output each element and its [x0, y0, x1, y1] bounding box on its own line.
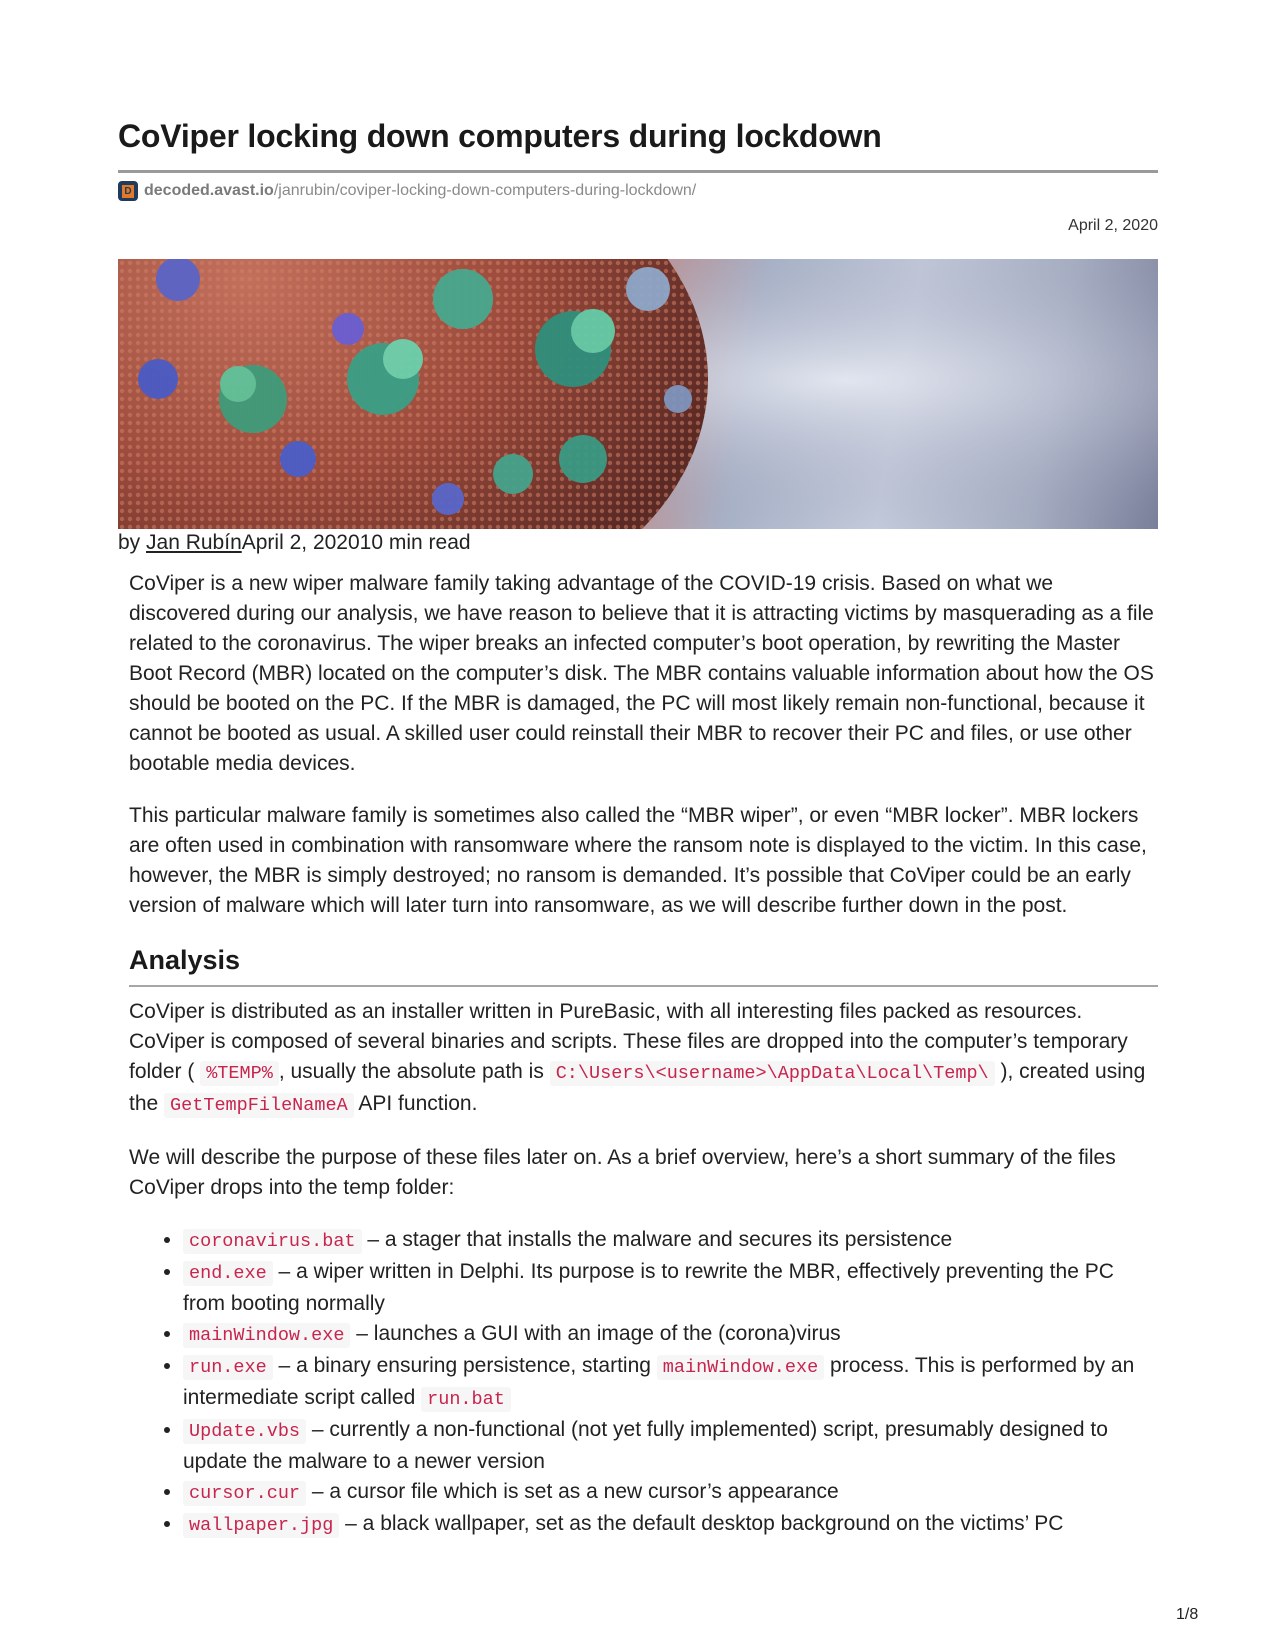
- file-name-code: coronavirus.bat: [183, 1229, 362, 1254]
- file-name-code: end.exe: [183, 1261, 273, 1286]
- file-desc: – a black wallpaper, set as the default desktop background on the victims’ PC: [339, 1512, 1064, 1535]
- file-name-code: run.exe: [183, 1355, 273, 1380]
- article-body: [129, 569, 1158, 1541]
- source-domain: decoded.avast.io: [144, 182, 274, 199]
- analysis-paragraph-1: [129, 997, 1158, 1121]
- analysis-text-3: ), created using the: [129, 1060, 1146, 1115]
- file-desc: – a cursor file which is set as a new cursor’s appearance: [306, 1480, 839, 1503]
- temp-path-code: C:\Users\<username>\AppData\Local\Temp\: [550, 1061, 995, 1086]
- list-item: [183, 1477, 1158, 1509]
- virus-illustration: [118, 259, 1158, 529]
- list-item: [183, 1415, 1158, 1477]
- file-desc: – a wiper written in Delphi. Its purpose is to rewrite the MBR, effectively preventing the PC from booting normally: [183, 1260, 1114, 1315]
- file-desc: process. This is performed by an intermediate script called: [183, 1354, 1135, 1409]
- file-desc: – currently a non-functional (not yet fully implemented) script, presumably designed to update the malware to a newer version: [183, 1418, 1108, 1473]
- list-item: [183, 1319, 1158, 1351]
- api-function-code: GetTempFileNameA: [164, 1093, 354, 1118]
- file-desc: – a binary ensuring persistence, starting: [272, 1354, 657, 1377]
- file-name-code: mainWindow.exe: [657, 1355, 824, 1380]
- analysis-heading: Analysis: [129, 943, 1158, 987]
- intro-paragraph-2: This particular malware family is sometimes also called the “MBR wiper”, or even “MBR locker”. MBR lockers are often used in combination with ransomware where the ransom note is displayed to the victim. In this case, however, the MBR is simply destroyed; no ransom is demanded. It’s possible that CoViper could be an early version of malware which will later turn into ransomware, as we will describe further down in the post.: [129, 804, 1147, 917]
- publish-date: April 2, 2020: [1068, 217, 1158, 234]
- dropped-files-list: [129, 1225, 1158, 1541]
- file-desc: – a stager that installs the malware and secures its persistence: [361, 1228, 953, 1251]
- analysis-text-2: , usually the absolute path is: [278, 1060, 544, 1083]
- page-number: 1/8: [1176, 1606, 1199, 1623]
- source-url[interactable]: [118, 181, 696, 201]
- hero-image-virus: [118, 259, 1158, 529]
- read-time: 10 min read: [359, 531, 471, 554]
- file-name-code: run.bat: [421, 1387, 511, 1412]
- file-name-code: wallpaper.jpg: [183, 1513, 339, 1538]
- list-item: [183, 1509, 1158, 1541]
- byline-date: April 2, 2020: [241, 531, 360, 554]
- source-path: /janrubin/coviper-locking-down-computers-during-lockdown/: [273, 182, 697, 199]
- byline-prefix: by: [118, 531, 147, 554]
- page-title: CoViper locking down computers during lockdown: [118, 118, 882, 154]
- file-name-code: mainWindow.exe: [183, 1323, 350, 1348]
- intro-paragraph-1: CoViper is a new wiper malware family taking advantage of the COVID-19 crisis. Based on what we discovered during our analysis, we have reason to believe that it is attracting victims by masquerading as a file related to the coronavirus. The wiper breaks an infected computer’s boot operation, by rewriting the Master Boot Record (MBR) located on the computer’s disk. The MBR contains valuable information about how the OS should be booted on the PC. If the MBR is damaged, the PC will most likely remain non-functional, because it cannot be booted as usual. A skilled user could reinstall their MBR to recover their PC and files, or use other bootable media devices.: [129, 572, 1154, 775]
- analysis-paragraph-2: We will describe the purpose of these files later on. As a brief overview, here’s a short summary of the files CoViper drops into the temp folder:: [129, 1146, 1116, 1199]
- byline: [118, 531, 471, 555]
- list-item: [183, 1257, 1158, 1319]
- site-favicon-icon: D: [118, 181, 138, 201]
- list-item: [183, 1225, 1158, 1257]
- analysis-text-4: API function.: [358, 1092, 478, 1115]
- list-item: [183, 1351, 1158, 1415]
- analysis-text-1: CoViper is distributed as an installer written in PureBasic, with all interesting files packed as resources. CoViper is composed of several binaries and scripts. These files are dropped into the computer’s temporary folder (: [129, 1000, 1128, 1083]
- title-divider: [118, 170, 1158, 173]
- file-name-code: cursor.cur: [183, 1481, 306, 1506]
- temp-var-code: %TEMP%: [200, 1061, 279, 1086]
- file-desc: – launches a GUI with an image of the (corona)virus: [350, 1322, 841, 1345]
- file-name-code: Update.vbs: [183, 1419, 306, 1444]
- author-link[interactable]: Jan Rubín: [146, 531, 242, 554]
